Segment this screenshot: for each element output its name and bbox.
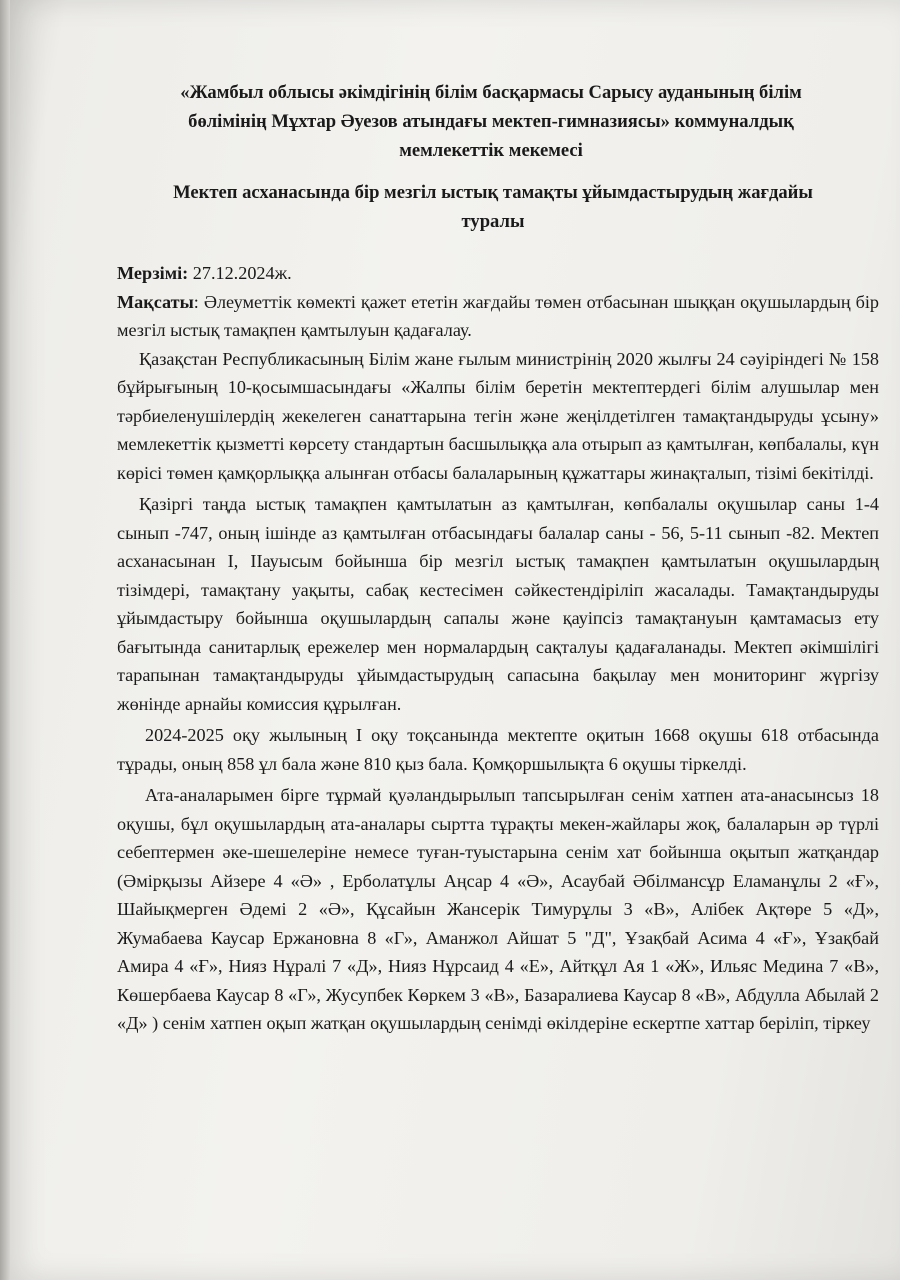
paragraph-2: Қазіргі таңда ыстық тамақпен қамтылатын аз қамтылған, көпбалалы оқушылар саны 1-4 сынып -747, оның ішінде аз қамтылған отбасындағы балалар саны - 56, 5-11 сынып -82. Мектеп асханасынан I, ІІауысым бойынша бір мезгіл ыстық тамақпен қамтылатын оқушылардың тізімдері, тамақтану уақыты, сабақ кестесімен сәйкестендіріліп жасалады. Тамақтандыруды ұйымдастыру бойынша оқушылардың сапалы және қауіпсіз тамақтануын қамтамасыз ету бағытында санитарлық ережелер мен нормалардың сақталуы қадағаланады. Мектеп әкімшілігі тарапынан тамақтандыруды ұйымдастырудың сапасына бақылау мен мониторинг жүргізу жөнінде арнайы комиссия құрылған. (117, 494, 879, 714)
document-title (117, 178, 869, 236)
date-value: 27.12.2024ж. (188, 263, 292, 283)
date-line (117, 259, 879, 288)
goal-label: Мақсаты (117, 291, 194, 312)
header-line-2: бөлімінің Мұхтар Әуезов атындағы мектеп-гимназиясы» коммуналдық (188, 111, 794, 132)
paragraph-1: Қазақстан Республикасының Білім жане ғылым министрінің 2020 жылғы 24 сәуіріндегі № 158 бұйрығының 10-қосымшасындағы «Жалпы білім беретін мектептердегі білім алушылар мен тәрбиеленушілердің жекелеген санаттарына тегін және жеңілдетілген тамақтандыруды ұсыну» мемлекеттік қызметті көрсету стандартын басшылыққа ала отырып аз қамтылған, көпбалалы, күн көрісі төмен қамқорлыққа алынған отбасы балаларының құжаттары жинақталып, тізімі бекітілді. (117, 348, 879, 483)
document-body (117, 78, 879, 1038)
document-meta (117, 259, 879, 345)
header-line-1: «Жамбыл облысы әкімдігінің білім басқармасы Сарысу ауданының білім (180, 82, 802, 103)
header-line-3: мемлекеттік мекемесі (399, 140, 583, 161)
organization-header (117, 78, 865, 165)
page-edge-shadow (0, 0, 10, 1280)
date-label: Мерзімі: (117, 263, 189, 283)
goal-line (117, 288, 879, 345)
paragraph-3: 2024-2025 оқу жылының I оқу тоқсанында мектепте оқитын 1668 оқушы 618 отбасында тұрады, оның 858 ұл бала және 810 қыз бала. Қомқоршылықта 6 оқушы тіркелді. (117, 725, 879, 774)
paragraph-4: Ата-аналарымен бірге тұрмай қуәландырылып тапсырылған сенім хатпен ата-анасынсыз 18 оқушы, бұл оқушылардың ата-аналары сыртта тұрақты мекен-жайлары жоқ, балаларын әр түрлі себептермен әке-шешелеріне немесе туған-туыстарына сенім хат бойынша оқытып жатқандар (Әмірқызы Айзере 4 «Ә» , Ерболатұлы Аңсар 4 «Ә», Асаубай Әбілмансұр Еламанұлы 2 «Ғ», Шайықмерген Әдемі 2 «Ә», Құсайын Жансерік Тимурұлы 3 «В», Алібек Ақтөре 5 «Д», Жумабаева Каусар Ержановна 8 «Г», Аманжол Айшат 5 "Д", Ұзақбай Асима 4 «Ғ», Ұзақбай Амира 4 «Ғ», Нияз Нұралі 7 «Д», Нияз Нұрсаид 4 «Е», Айтқұл Ая 1 «Ж», Ильяс Медина 7 «В», Көшербаева Каусар 8 «Г», Жусупбек Көркем 3 «В», Базаралиева Каусар 8 «В», Абдулла Абылай 2 «Д» ) сенім хатпен оқып жатқан оқушылардың сенімді өкілдеріне ескертпе хаттар беріліп, тіркеу (117, 785, 879, 1033)
title-line-1: Мектеп асханасында бір мезгіл ыстық тамақты ұйымдастырудың жағдайы (173, 182, 813, 203)
title-line-2: туралы (461, 211, 525, 232)
goal-text: : Әлеуметтік көмекті қажет ететін жағдайы төмен отбасынан шыққан оқушылардың бір мезгіл ыстық тамақпен қамтылуын қадағалау. (117, 291, 879, 340)
